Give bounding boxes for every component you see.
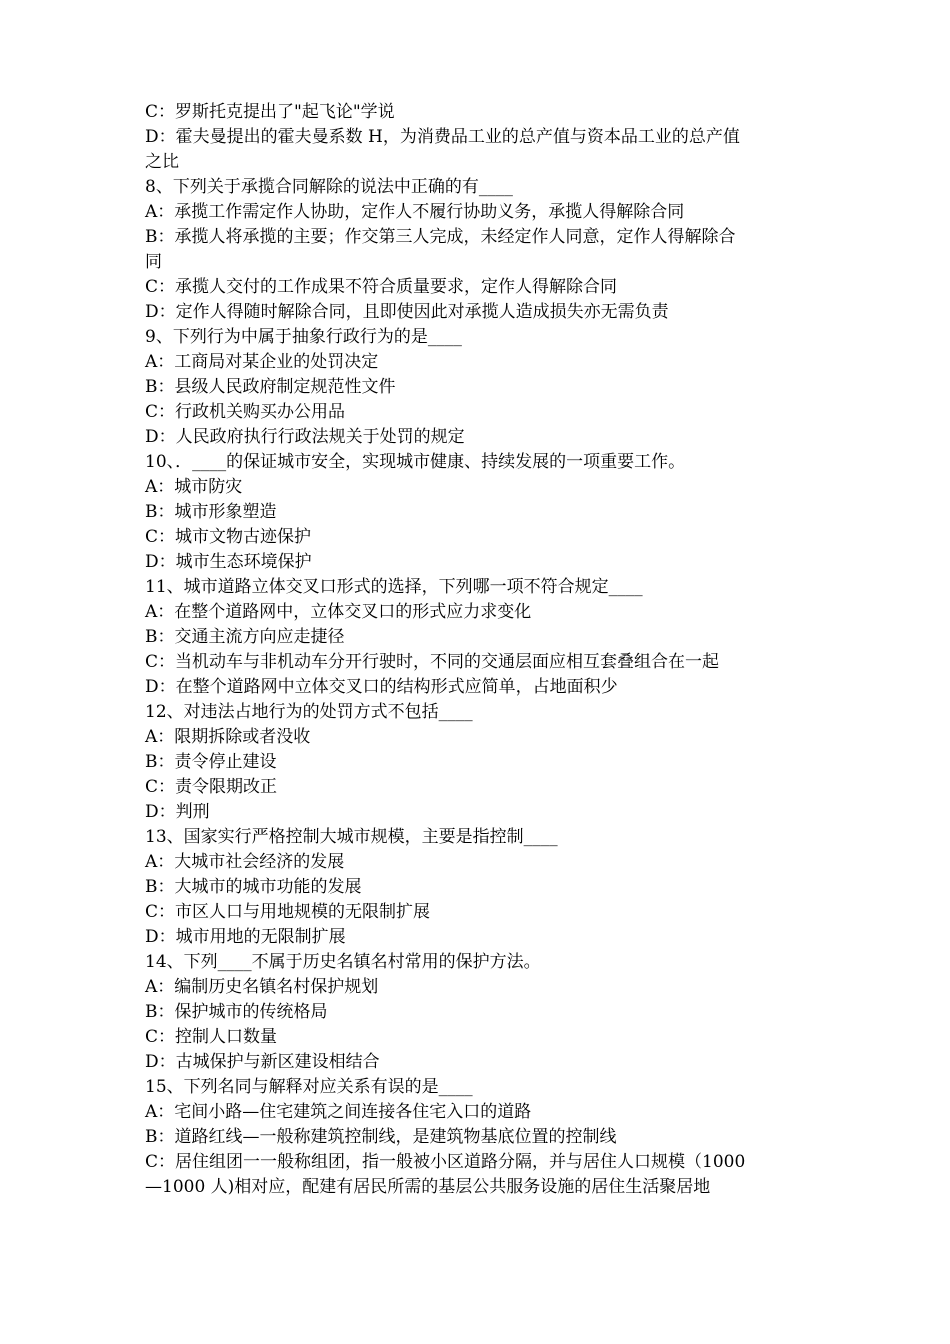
answer-option: A：工商局对某企业的处罚决定: [145, 352, 379, 372]
answer-option: A：编制历史名镇名村保护规划: [145, 977, 379, 997]
answer-option: C：当机动车与非机动车分开行驶时，不同的交通层面应相互套叠组合在一起: [145, 652, 720, 672]
answer-option: B：责令停止建设: [145, 752, 277, 772]
answer-option: C：市区人口与用地规模的无限制扩展: [145, 902, 431, 922]
answer-option: D：城市生态环境保护: [145, 552, 312, 572]
answer-option: D：判刑: [145, 802, 210, 822]
answer-option: B：县级人民政府制定规范性文件: [145, 377, 396, 397]
answer-option: D：霍夫曼提出的霍夫曼系数 H，为消费品工业的总产值与资本品工业的总产值: [145, 127, 740, 147]
answer-option: C：城市文物古迹保护: [145, 527, 312, 547]
answer-option: 同: [145, 252, 162, 272]
question-stem: 10、．____的保证城市安全，实现城市健康、持续发展的一项重要工作。: [145, 452, 686, 472]
answer-option: B：道路红线—一般称建筑控制线，是建筑物基底位置的控制线: [145, 1127, 617, 1147]
answer-option: A：承揽工作需定作人协助，定作人不履行协助义务，承揽人得解除合同: [145, 202, 685, 222]
answer-option: B：承揽人将承揽的主要；作交第三人完成，未经定作人同意，定作人得解除合: [145, 227, 736, 247]
answer-option: A：在整个道路网中，立体交叉口的形式应力求变化: [145, 602, 532, 622]
answer-option: B：交通主流方向应走捷径: [145, 627, 345, 647]
answer-option: B：城市形象塑造: [145, 502, 277, 522]
answer-option: D：定作人得随时解除合同，且即使因此对承揽人造成损失亦无需负责: [145, 302, 669, 322]
answer-option: A：宅间小路—住宅建筑之间连接各住宅入口的道路: [145, 1102, 532, 1122]
answer-option: C：罗斯托克提出了"起飞论"学说: [145, 102, 395, 122]
answer-option: C：承揽人交付的工作成果不符合质量要求，定作人得解除合同: [145, 277, 618, 297]
answer-option: D：在整个道路网中立体交叉口的结构形式应简单，占地面积少: [145, 677, 618, 697]
question-stem: 14、下列____不属于历史名镇名村常用的保护方法。: [145, 952, 541, 972]
answer-option: C：居住组团一一般称组团，指一般被小区道路分隔，并与居住人口规模（1000: [145, 1152, 746, 1172]
document-body: [145, 100, 817, 1200]
answer-option: A：大城市社会经济的发展: [145, 852, 345, 872]
answer-option: C：行政机关购买办公用品: [145, 402, 346, 422]
question-stem: 15、下列名同与解释对应关系有误的是____: [145, 1077, 473, 1097]
answer-option: D：人民政府执行行政法规关于处罚的规定: [145, 427, 465, 447]
question-stem: 12、对违法占地行为的处罚方式不包括____: [145, 702, 473, 722]
answer-option: B：保护城市的传统格局: [145, 1002, 328, 1022]
question-stem: 13、国家实行严格控制大城市规模，主要是指控制____: [145, 827, 558, 847]
question-stem: 9、下列行为中属于抽象行政行为的是____: [145, 327, 462, 347]
answer-option: C：责令限期改正: [145, 777, 278, 797]
question-stem: 8、下列关于承揽合同解除的说法中正确的有____: [145, 177, 513, 197]
answer-option: B：大城市的城市功能的发展: [145, 877, 362, 897]
answer-option: C：控制人口数量: [145, 1027, 278, 1047]
answer-option: 之比: [145, 152, 179, 172]
answer-option: —1000 人)相对应，配建有居民所需的基层公共服务设施的居住生活聚居地: [145, 1177, 711, 1197]
answer-option: A：城市防灾: [145, 477, 243, 497]
question-stem: 11、城市道路立体交叉口形式的选择，下列哪一项不符合规定____: [145, 577, 643, 597]
answer-option: D：城市用地的无限制扩展: [145, 927, 346, 947]
answer-option: D：古城保护与新区建设相结合: [145, 1052, 380, 1072]
answer-option: A：限期拆除或者没收: [145, 727, 311, 747]
